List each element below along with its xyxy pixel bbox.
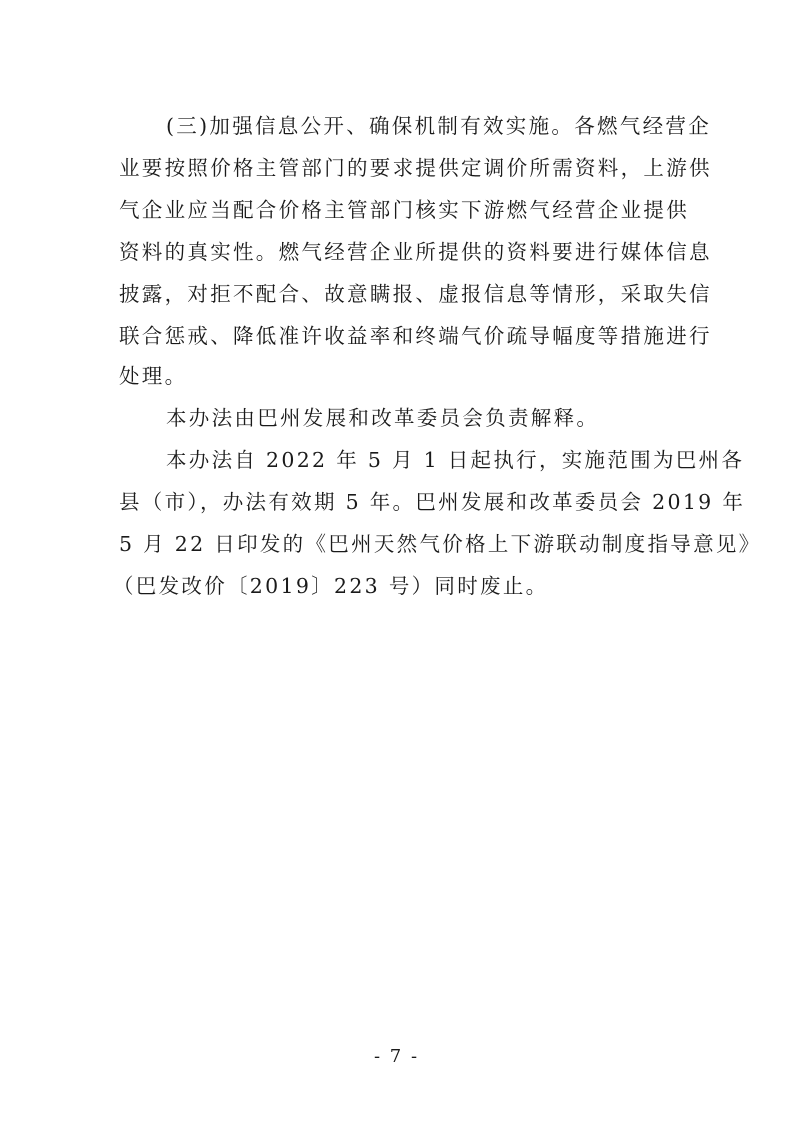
paragraph-line: 县（市），办法有效期 5 年。巴州发展和改革委员会 2019 年: [119, 490, 746, 514]
paragraph-line: 联合惩戒、降低准许收益率和终端气价疏导幅度等措施进行: [119, 324, 712, 348]
paragraph-line: (三)加强信息公开、确保机制有效实施。各燃气经营企: [166, 114, 711, 138]
paragraph-line: （巴发改价〔2019〕223 号）同时废止。: [113, 574, 549, 598]
paragraph-line: 5 月 22 日印发的《巴州天然气价格上下游联动制度指导意见》: [119, 532, 762, 556]
paragraph-line: 气企业应当配合价格主管部门核实下游燃气经营企业提供: [119, 198, 689, 222]
paragraph-line: 处理。: [119, 364, 188, 388]
paragraph-line: 业要按照价格主管部门的要求提供定调价所需资料，上游供: [119, 156, 712, 180]
paragraph-line: 本办法自 2022 年 5 月 1 日起执行，实施范围为巴州各: [166, 448, 745, 472]
paragraph-line: 披露，对拒不配合、故意瞒报、虚报信息等情形，采取失信: [119, 282, 712, 306]
paragraph-line: 资料的真实性。燃气经营企业所提供的资料要进行媒体信息: [119, 240, 712, 264]
page-number: - 7 -: [373, 1046, 420, 1067]
paragraph-line: 本办法由巴州发展和改革委员会负责解释。: [166, 406, 600, 430]
